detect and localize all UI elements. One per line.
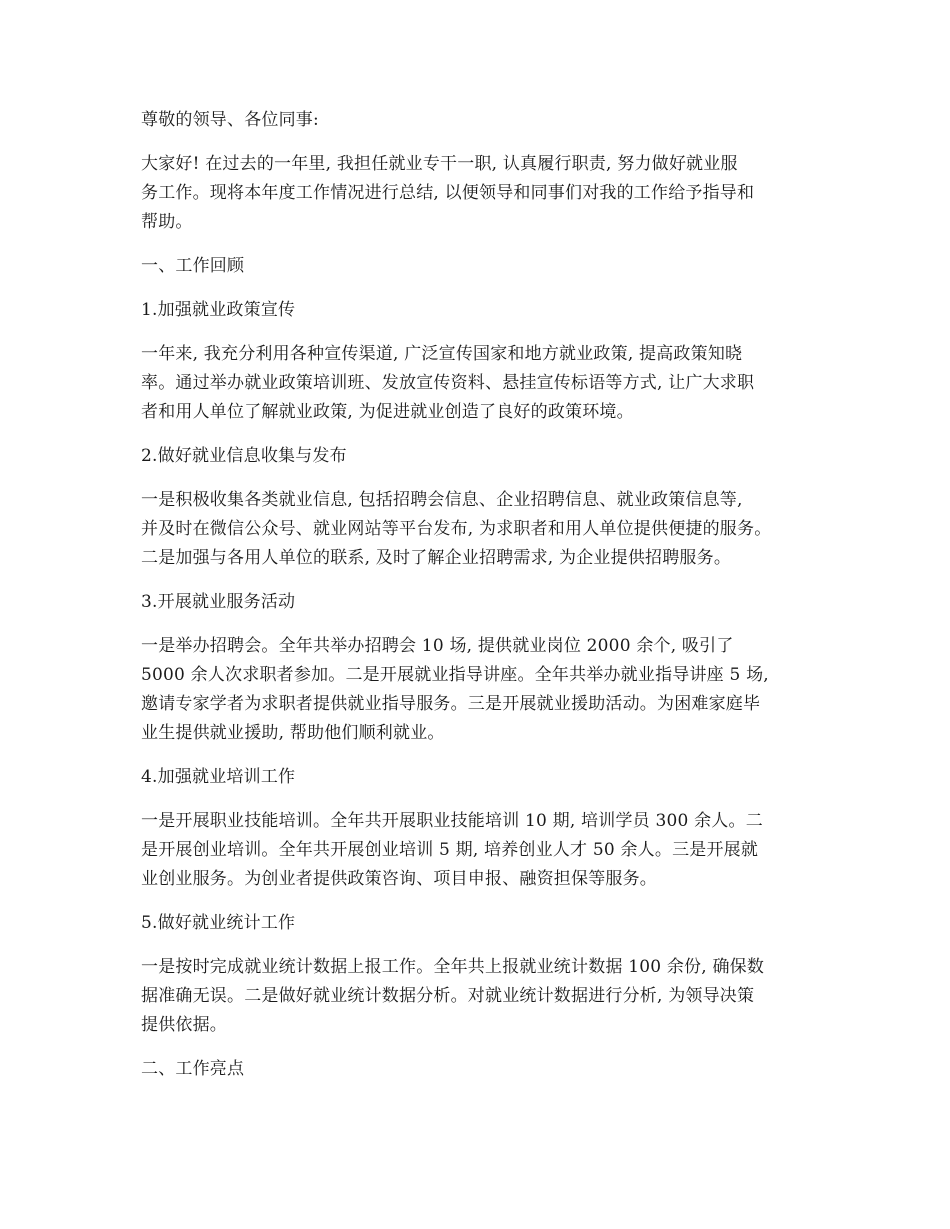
paragraph-line: 一年来, 我充分利用各种宣传渠道, 广泛宣传国家和地方就业政策, 提高政策知晓: [141, 344, 743, 364]
paragraph-line: 业生提供就业援助, 帮助他们顺利就业。: [141, 723, 445, 743]
item-heading: [141, 763, 816, 792]
paragraph-line: 一是举办招聘会。全年共举办招聘会 10 场, 提供就业岗位 2000 余个, 吸引了: [141, 636, 734, 656]
paragraph-line: 一是积极收集各类就业信息, 包括招聘会信息、企业招聘信息、就业政策信息等,: [141, 490, 743, 510]
item-heading: [141, 442, 816, 471]
document-page: [141, 106, 816, 1099]
paragraph-line: 率。通过举办就业政策培训班、发放宣传资料、悬挂宣传标语等方式, 让广大求职: [141, 373, 755, 393]
item-2-title: 2.做好就业信息收集与发布: [141, 446, 347, 466]
paragraph-line: 业创业服务。为创业者提供政策咨询、项目申报、融资担保等服务。: [141, 869, 657, 889]
item-heading: [141, 296, 816, 325]
paragraph-line: 是开展创业培训。全年共开展创业培训 5 期, 培养创业人才 50 余人。三是开展就: [141, 840, 759, 860]
greeting-text: 尊敬的领导、各位同事:: [141, 110, 319, 130]
intro-paragraph: [141, 150, 816, 237]
paragraph-line: 者和用人单位了解就业政策, 为促进就业创造了良好的政策环境。: [141, 402, 634, 422]
section-heading: [141, 1055, 816, 1084]
item-5-paragraph: [141, 953, 816, 1040]
item-5-title: 5.做好就业统计工作: [141, 913, 296, 933]
paragraph-line: 一是开展职业技能培训。全年共开展职业技能培训 10 期, 培训学员 300 余人。二: [141, 811, 763, 831]
paragraph-line: 帮助。: [141, 212, 193, 232]
section-2-title: 二、工作亮点: [141, 1059, 245, 1079]
greeting-paragraph: [141, 106, 816, 135]
paragraph-line: 并及时在微信公众号、就业网站等平台发布, 为求职者和用人单位提供便捷的服务。: [141, 519, 772, 539]
paragraph-line: 一是按时完成就业统计数据上报工作。全年共上报就业统计数据 100 余份, 确保数: [141, 957, 765, 977]
item-heading: [141, 588, 816, 617]
item-heading: [141, 909, 816, 938]
item-3-title: 3.开展就业服务活动: [141, 592, 296, 612]
item-1-paragraph: [141, 340, 816, 427]
paragraph-line: 据准确无误。二是做好就业统计数据分析。对就业统计数据进行分析, 为领导决策: [141, 986, 755, 1006]
item-4-paragraph: [141, 807, 816, 894]
section-1-title: 一、工作回顾: [141, 256, 245, 276]
item-2-paragraph: [141, 486, 816, 573]
paragraph-line: 5000 余人次求职者参加。二是开展就业指导讲座。全年共举办就业指导讲座 5 场,: [141, 665, 769, 685]
paragraph-line: 大家好! 在过去的一年里, 我担任就业专干一职, 认真履行职责, 努力做好就业服: [141, 154, 738, 174]
item-1-title: 1.加强就业政策宣传: [141, 300, 296, 320]
paragraph-line: 邀请专家学者为求职者提供就业指导服务。三是开展就业援助活动。为困难家庭毕: [141, 694, 761, 714]
paragraph-line: 二是加强与各用人单位的联系, 及时了解企业招聘需求, 为企业提供招聘服务。: [141, 548, 732, 568]
item-4-title: 4.加强就业培训工作: [141, 767, 296, 787]
paragraph-line: 务工作。现将本年度工作情况进行总结, 以便领导和同事们对我的工作给予指导和: [141, 183, 755, 203]
paragraph-line: 提供依据。: [141, 1015, 227, 1035]
item-3-paragraph: [141, 632, 816, 748]
section-heading: [141, 252, 816, 281]
